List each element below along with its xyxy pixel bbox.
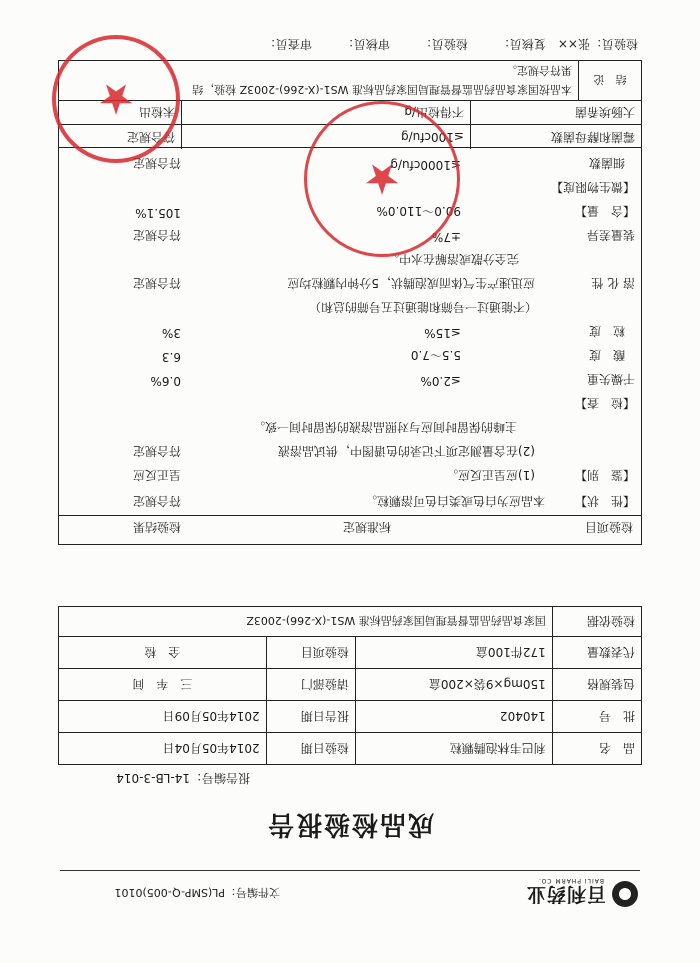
info-value: 150mg×9袋×200盒 [355,669,552,701]
info-label: 批 号 [552,701,641,733]
size-label: 粒 度 [588,324,625,338]
info-label: 请验部门 [266,669,355,701]
props-result: 符合规定 [132,494,181,508]
basis-row [59,607,642,637]
ident-1: (1)应呈正反应。 [446,468,535,482]
info-label: 检验项目 [266,637,355,669]
conclusion-line-a: 本品按国家食品药品监督管理局国家药品标准 WS1-(X-266)-2003Z 检验，结 [59,81,579,101]
info-label: 包装规格 [552,669,641,701]
mold-std: ≤100cfu/g [182,125,471,149]
info-row [59,637,642,669]
file-number: 文件编号：PL(SMP-Q-005)0101 [114,886,280,899]
info-value: 全 检 [59,637,267,669]
load-label: 装量差异 [586,228,635,242]
bact-std: ≤1000cfu/g [390,158,461,172]
col-item-header: 检验项目 [584,520,633,534]
info-table [58,606,642,765]
ecoli-result: 未检出 [59,101,182,125]
diss-result: 符合规定 [132,276,181,290]
bact-label: 细菌数 [588,156,625,170]
logo-mark-icon [612,881,638,907]
conclusion-label: 结 论 [579,61,642,101]
ph-label: 酸 度 [588,348,625,362]
official-seal [304,101,460,257]
ident-1-result: 呈正反应 [132,468,181,482]
company-name-cn: 百利药业 [525,883,606,905]
ph-std: 5.5～7.0 [410,348,461,362]
info-row [59,669,642,701]
info-label: 报告日期 [266,701,355,733]
ident-2-result: 符合规定 [132,444,181,458]
load-std: ±7% [431,230,461,244]
ph-result: 6.3 [161,350,181,364]
ident-2b: 主峰的保留时间应与对照品溶液的保留时间一致。 [252,420,517,434]
info-value: 172件100盒 [355,637,552,669]
check-label: 【检 查】 [574,396,635,410]
quality-seal [52,35,180,163]
size-result: 3% [161,326,181,340]
ident-label: 【鉴 别】 [574,468,635,482]
signature-line: 检验员：张×× 复核员： 检验员： 审核员： 审查员： [263,37,638,51]
ident-2a: (2)在含量测定项下记录的色谱图中，供试品溶液 [278,444,535,458]
info-value: 140402 [355,701,552,733]
assay-result: 105.1% [135,206,181,220]
mold-result: 符合规定 [59,125,182,149]
report-number: 报告编号：14-LB-3-014 [116,771,250,785]
col-result-header: 检验结果 [132,520,181,534]
diss-std-a: 应迅速产生气体而成泡腾状，5分钟内颗粒均应 [287,276,535,290]
size-std: ≤15% [424,326,461,340]
info-value: 2014年05月09日 [59,701,267,733]
diss-label: 溶 化 性 [591,276,635,290]
basis-label: 检验依据 [552,607,641,637]
dry-result: 0.6% [150,374,181,388]
props-label: 【性 状】 [574,494,635,508]
basis-value: 国家食品药品监督管理局国家药品标准 WS1-(X-266)-2003Z [59,607,553,637]
company-logo [518,871,638,911]
load-result: 符合规定 [132,228,181,242]
info-label: 品 名 [552,733,641,765]
mold-label: 霉菌和酵母菌数 [471,125,642,149]
conclusion-line-b: 果符合规定。 [59,61,579,81]
col-std-header: 标准规定 [342,520,391,534]
bact-result: 符合规定 [132,156,181,170]
info-value: 利巴韦林泡腾颗粒 [355,733,552,765]
dry-label: 干燥失重 [586,372,635,386]
seal-star-icon: ★ [97,74,135,124]
micro-label: 【微生物限度】 [550,180,635,194]
divider [59,515,641,516]
ecoli-label: 大肠埃希菌 [471,101,642,125]
report-title: 成品检验报告 [266,809,435,839]
dry-std: ≤2.0% [420,374,461,388]
assay-label: 【含 量】 [574,204,635,218]
info-label: 检验日期 [266,733,355,765]
info-value: 三 车 间 [59,669,267,701]
size-note: （不能通过一号筛和能通过五号筛的总和） [308,300,537,314]
assay-std: 90.0～110.0% [376,204,461,218]
ecoli-std: 不得检出/g [182,101,471,125]
info-row [59,701,642,733]
header-rule [60,870,640,871]
info-value: 2014年05月04日 [59,733,267,765]
seal-star-icon: ★ [363,154,401,204]
info-label: 代表数量 [552,637,641,669]
company-name-en: BAILI PHARM CO. [537,877,604,884]
diss-std-b: 完全分散或溶解在水中。 [386,252,519,266]
props-std: 本品应为白色或类白色可溶颗粒。 [364,494,545,508]
info-row [59,733,642,765]
